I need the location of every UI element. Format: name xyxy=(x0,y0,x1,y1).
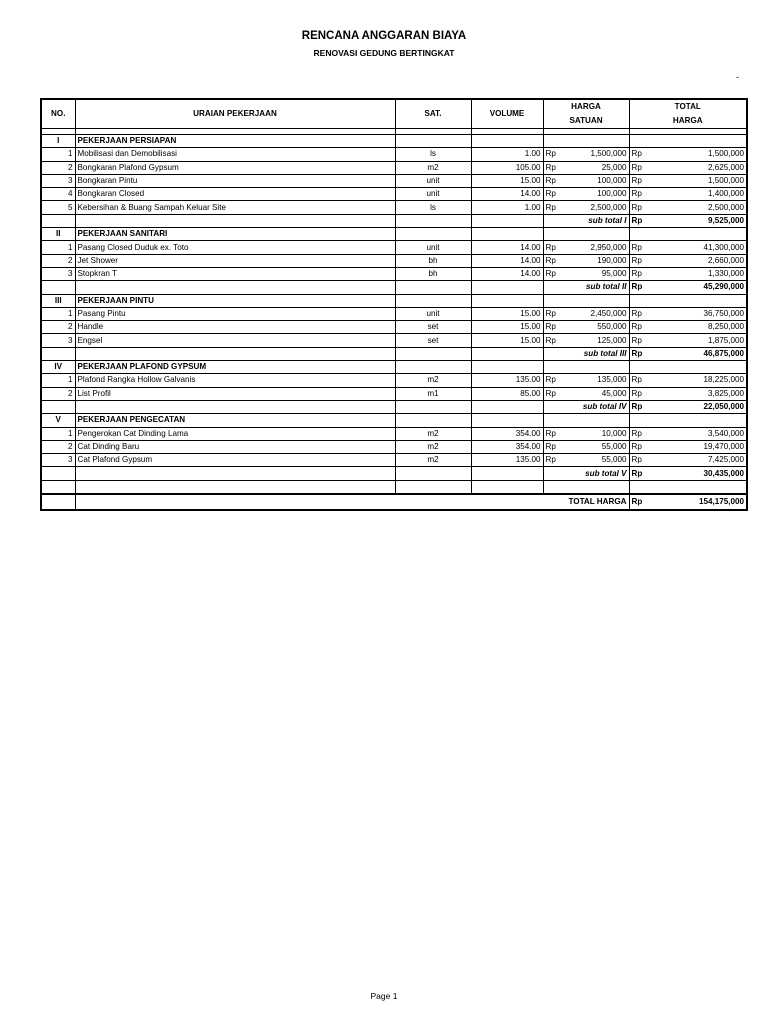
item-number: 2 xyxy=(41,440,75,453)
item-number: 3 xyxy=(41,267,75,280)
blank-cell xyxy=(41,214,75,227)
currency-label: Rp xyxy=(543,427,565,440)
currency-label: Rp xyxy=(543,440,565,453)
blank-cell xyxy=(395,480,471,494)
subtotal-value: 45,290,000 xyxy=(653,281,747,294)
item-row xyxy=(41,188,747,201)
blank-cell xyxy=(543,228,565,241)
item-unit-price: 125,000 xyxy=(565,334,629,347)
section-number: IV xyxy=(41,361,75,374)
item-row xyxy=(41,148,747,161)
blank-cell xyxy=(565,480,629,494)
subtotal-label: sub total V xyxy=(543,467,629,480)
currency-label: Rp xyxy=(629,347,653,360)
subtotal-label: sub total II xyxy=(543,281,629,294)
dash-mark: - xyxy=(736,72,739,82)
item-volume: 1.00 xyxy=(471,201,543,214)
currency-label: Rp xyxy=(543,307,565,320)
currency-label: Rp xyxy=(543,321,565,334)
section-title: PEKERJAAN PERSIAPAN xyxy=(75,135,395,148)
currency-label: Rp xyxy=(629,281,653,294)
currency-label: Rp xyxy=(629,374,653,387)
currency-label: Rp xyxy=(629,454,653,467)
item-unit-price: 1,500,000 xyxy=(565,148,629,161)
item-description: Cat Dinding Baru xyxy=(75,440,395,453)
item-row xyxy=(41,174,747,187)
currency-label: Rp xyxy=(543,188,565,201)
cost-estimate-table xyxy=(40,98,748,511)
section-row xyxy=(41,294,747,307)
item-total: 1,400,000 xyxy=(653,188,747,201)
currency-label: Rp xyxy=(543,454,565,467)
blank-cell xyxy=(75,281,395,294)
item-volume: 354.00 xyxy=(471,427,543,440)
currency-label: Rp xyxy=(629,161,653,174)
item-unit-price: 2,500,000 xyxy=(565,201,629,214)
subtotal-row xyxy=(41,347,747,360)
blank-cell xyxy=(629,480,653,494)
item-number: 2 xyxy=(41,387,75,400)
page-title: RENCANA ANGGARAN BIAYA xyxy=(301,30,467,42)
item-description: Bongkaran Pintu xyxy=(75,174,395,187)
item-description: Bongkaran Closed xyxy=(75,188,395,201)
subtotal-label: sub total III xyxy=(543,347,629,360)
currency-label: Rp xyxy=(629,188,653,201)
item-total: 41,300,000 xyxy=(653,241,747,254)
item-description: Handle xyxy=(75,321,395,334)
currency-label: Rp xyxy=(629,267,653,280)
currency-label: Rp xyxy=(543,334,565,347)
grand-total-value: 154,175,000 xyxy=(653,494,747,510)
item-number: 1 xyxy=(41,427,75,440)
header-total-2: HARGA xyxy=(629,114,747,129)
item-unit: ls xyxy=(395,201,471,214)
header-no: NO. xyxy=(41,99,75,129)
item-unit-price: 550,000 xyxy=(565,321,629,334)
currency-label: Rp xyxy=(629,214,653,227)
item-total: 19,470,000 xyxy=(653,440,747,453)
item-unit-price: 100,000 xyxy=(565,188,629,201)
header-sat: SAT. xyxy=(395,99,471,129)
item-unit: m1 xyxy=(395,387,471,400)
item-description: Jet Shower xyxy=(75,254,395,267)
blank-cell xyxy=(75,400,395,413)
item-number: 3 xyxy=(41,334,75,347)
item-description: Cat Plafond Gypsum xyxy=(75,454,395,467)
item-volume: 15.00 xyxy=(471,321,543,334)
blank-cell xyxy=(75,214,395,227)
blank-cell xyxy=(629,135,653,148)
section-title: PEKERJAAN PINTU xyxy=(75,294,395,307)
item-number: 2 xyxy=(41,321,75,334)
currency-label: Rp xyxy=(543,374,565,387)
item-unit-price: 45,000 xyxy=(565,387,629,400)
currency-label: Rp xyxy=(629,321,653,334)
blank-cell xyxy=(565,228,629,241)
currency-label: Rp xyxy=(543,161,565,174)
section-title: PEKERJAAN SANITARI xyxy=(75,228,395,241)
blank-cell xyxy=(629,414,653,427)
item-volume: 135.00 xyxy=(471,454,543,467)
item-number: 1 xyxy=(41,307,75,320)
item-volume: 85.00 xyxy=(471,387,543,400)
item-unit: m2 xyxy=(395,454,471,467)
item-row xyxy=(41,161,747,174)
currency-label: Rp xyxy=(629,241,653,254)
item-unit: m2 xyxy=(395,374,471,387)
item-total: 1,500,000 xyxy=(653,148,747,161)
item-total: 3,825,000 xyxy=(653,387,747,400)
currency-label: Rp xyxy=(543,241,565,254)
item-total: 1,875,000 xyxy=(653,334,747,347)
item-row xyxy=(41,374,747,387)
item-number: 3 xyxy=(41,174,75,187)
item-unit: bh xyxy=(395,267,471,280)
item-unit: m2 xyxy=(395,427,471,440)
item-row xyxy=(41,254,747,267)
item-total: 2,500,000 xyxy=(653,201,747,214)
item-volume: 15.00 xyxy=(471,307,543,320)
subtotal-value: 46,875,000 xyxy=(653,347,747,360)
blank-cell xyxy=(629,361,653,374)
subtotal-row xyxy=(41,214,747,227)
blank-cell xyxy=(41,480,75,494)
item-unit-price: 55,000 xyxy=(565,454,629,467)
blank-cell xyxy=(653,228,747,241)
item-total: 2,625,000 xyxy=(653,161,747,174)
item-number: 1 xyxy=(41,241,75,254)
item-description: Stopkran T xyxy=(75,267,395,280)
blank-cell xyxy=(543,294,565,307)
blank-cell xyxy=(543,135,565,148)
blank-cell xyxy=(565,294,629,307)
blank-cell xyxy=(653,480,747,494)
blank-cell xyxy=(395,347,471,360)
item-volume: 135.00 xyxy=(471,374,543,387)
blank-cell xyxy=(543,361,565,374)
blank-cell xyxy=(471,361,543,374)
grand-total-label: TOTAL HARGA xyxy=(75,494,629,510)
item-description: Plafond Rangka Hollow Galvanis xyxy=(75,374,395,387)
item-unit: m2 xyxy=(395,440,471,453)
grand-total-row xyxy=(41,494,747,510)
item-unit: unit xyxy=(395,174,471,187)
item-unit: set xyxy=(395,334,471,347)
blank-cell xyxy=(75,480,395,494)
item-description: Mobilisasi dan Demobilisasi xyxy=(75,148,395,161)
item-row xyxy=(41,267,747,280)
blank-cell xyxy=(565,135,629,148)
header-total-1: TOTAL xyxy=(629,99,747,114)
blank-cell xyxy=(395,400,471,413)
item-unit-price: 55,000 xyxy=(565,440,629,453)
item-unit-price: 25,000 xyxy=(565,161,629,174)
blank-cell xyxy=(543,414,565,427)
subtotal-value: 30,435,000 xyxy=(653,467,747,480)
section-row xyxy=(41,361,747,374)
item-total: 8,250,000 xyxy=(653,321,747,334)
item-total: 1,500,000 xyxy=(653,174,747,187)
item-total: 3,540,000 xyxy=(653,427,747,440)
item-number: 1 xyxy=(41,148,75,161)
header-volume: VOLUME xyxy=(471,99,543,129)
currency-label: Rp xyxy=(543,148,565,161)
blank-cell xyxy=(471,281,543,294)
section-row xyxy=(41,414,747,427)
item-unit: set xyxy=(395,321,471,334)
item-row xyxy=(41,321,747,334)
currency-label: Rp xyxy=(629,307,653,320)
currency-label: Rp xyxy=(543,174,565,187)
blank-cell xyxy=(471,400,543,413)
blank-cell xyxy=(471,347,543,360)
blank-cell xyxy=(395,414,471,427)
blank-cell xyxy=(395,135,471,148)
item-unit: ls xyxy=(395,148,471,161)
blank-cell xyxy=(471,294,543,307)
currency-label: Rp xyxy=(543,387,565,400)
currency-label: Rp xyxy=(629,334,653,347)
subtotal-value: 22,050,000 xyxy=(653,400,747,413)
section-title: PEKERJAAN PLAFOND GYPSUM xyxy=(75,361,395,374)
blank-cell xyxy=(395,467,471,480)
currency-label: Rp xyxy=(629,427,653,440)
blank-cell xyxy=(565,361,629,374)
subtotal-row xyxy=(41,281,747,294)
blank-cell xyxy=(653,414,747,427)
subtotal-value: 9,525,000 xyxy=(653,214,747,227)
item-unit: m2 xyxy=(395,161,471,174)
blank-cell xyxy=(395,361,471,374)
currency-label: Rp xyxy=(629,400,653,413)
item-row xyxy=(41,427,747,440)
item-number: 5 xyxy=(41,201,75,214)
item-number: 2 xyxy=(41,161,75,174)
blank-cell xyxy=(41,494,75,510)
currency-label: Rp xyxy=(629,467,653,480)
table-body xyxy=(41,129,747,511)
item-description: Pasang Closed Duduk ex. Toto xyxy=(75,241,395,254)
item-volume: 15.00 xyxy=(471,174,543,187)
blank-cell xyxy=(471,480,543,494)
item-volume: 15.00 xyxy=(471,334,543,347)
item-unit: unit xyxy=(395,307,471,320)
header-uraian: URAIAN PEKERJAAN xyxy=(75,99,395,129)
item-unit: bh xyxy=(395,254,471,267)
item-description: Engsel xyxy=(75,334,395,347)
blank-cell xyxy=(395,281,471,294)
currency-label: Rp xyxy=(629,201,653,214)
item-description: Pengerokan Cat Dinding Lama xyxy=(75,427,395,440)
blank-cell xyxy=(471,135,543,148)
section-number: V xyxy=(41,414,75,427)
item-total: 18,225,000 xyxy=(653,374,747,387)
item-total: 2,660,000 xyxy=(653,254,747,267)
item-number: 4 xyxy=(41,188,75,201)
item-number: 3 xyxy=(41,454,75,467)
item-row xyxy=(41,387,747,400)
blank-cell xyxy=(75,467,395,480)
currency-label: Rp xyxy=(543,267,565,280)
blank-cell xyxy=(471,467,543,480)
item-volume: 354.00 xyxy=(471,440,543,453)
item-row xyxy=(41,454,747,467)
subtotal-label: sub total I xyxy=(543,214,629,227)
currency-label: Rp xyxy=(543,254,565,267)
blank-cell xyxy=(75,347,395,360)
item-description: Pasang Pintu xyxy=(75,307,395,320)
page-number: Page 1 xyxy=(370,991,398,1001)
subtotal-row xyxy=(41,400,747,413)
blank-cell xyxy=(471,414,543,427)
page-subtitle: RENOVASI GEDUNG BERTINGKAT xyxy=(313,48,455,58)
item-row xyxy=(41,241,747,254)
item-description: Kebersihan & Buang Sampah Keluar Site xyxy=(75,201,395,214)
section-title: PEKERJAAN PENGECATAN xyxy=(75,414,395,427)
item-total: 36,750,000 xyxy=(653,307,747,320)
blank-cell xyxy=(41,400,75,413)
blank-cell xyxy=(471,214,543,227)
item-row xyxy=(41,440,747,453)
blank-cell xyxy=(41,281,75,294)
subtotal-label: sub total IV xyxy=(543,400,629,413)
currency-label: Rp xyxy=(629,174,653,187)
section-number: II xyxy=(41,228,75,241)
item-unit-price: 100,000 xyxy=(565,174,629,187)
currency-label: Rp xyxy=(629,148,653,161)
item-unit-price: 95,000 xyxy=(565,267,629,280)
subtotal-row xyxy=(41,467,747,480)
blank-cell xyxy=(629,228,653,241)
item-description: Bongkaran Plafond Gypsum xyxy=(75,161,395,174)
blank-cell xyxy=(41,467,75,480)
item-unit-price: 190,000 xyxy=(565,254,629,267)
item-number: 2 xyxy=(41,254,75,267)
item-unit-price: 135,000 xyxy=(565,374,629,387)
item-row xyxy=(41,201,747,214)
blank-cell xyxy=(395,294,471,307)
item-volume: 14.00 xyxy=(471,267,543,280)
item-total: 7,425,000 xyxy=(653,454,747,467)
section-number: I xyxy=(41,135,75,148)
item-volume: 14.00 xyxy=(471,241,543,254)
blank-cell xyxy=(653,135,747,148)
blank-cell xyxy=(629,294,653,307)
item-unit-price: 10,000 xyxy=(565,427,629,440)
blank-cell xyxy=(543,480,565,494)
item-unit-price: 2,450,000 xyxy=(565,307,629,320)
blank-cell xyxy=(41,347,75,360)
header-harga-1: HARGA xyxy=(543,99,629,114)
blank-cell xyxy=(395,228,471,241)
item-volume: 1.00 xyxy=(471,148,543,161)
item-volume: 105.00 xyxy=(471,161,543,174)
header-harga-2: SATUAN xyxy=(543,114,629,129)
section-row xyxy=(41,228,747,241)
item-volume: 14.00 xyxy=(471,254,543,267)
section-row xyxy=(41,135,747,148)
currency-label: Rp xyxy=(629,254,653,267)
blank-cell xyxy=(565,414,629,427)
blank-cell xyxy=(653,361,747,374)
currency-label: Rp xyxy=(543,201,565,214)
item-number: 1 xyxy=(41,374,75,387)
item-unit: unit xyxy=(395,241,471,254)
item-unit-price: 2,950,000 xyxy=(565,241,629,254)
currency-label: Rp xyxy=(629,440,653,453)
item-row xyxy=(41,307,747,320)
blank-row xyxy=(41,480,747,494)
blank-cell xyxy=(471,228,543,241)
item-total: 1,330,000 xyxy=(653,267,747,280)
item-row xyxy=(41,334,747,347)
currency-label: Rp xyxy=(629,387,653,400)
currency-label: Rp xyxy=(629,494,653,510)
item-description: List Profil xyxy=(75,387,395,400)
section-number: III xyxy=(41,294,75,307)
blank-cell xyxy=(653,294,747,307)
item-volume: 14.00 xyxy=(471,188,543,201)
item-unit: unit xyxy=(395,188,471,201)
blank-cell xyxy=(395,214,471,227)
